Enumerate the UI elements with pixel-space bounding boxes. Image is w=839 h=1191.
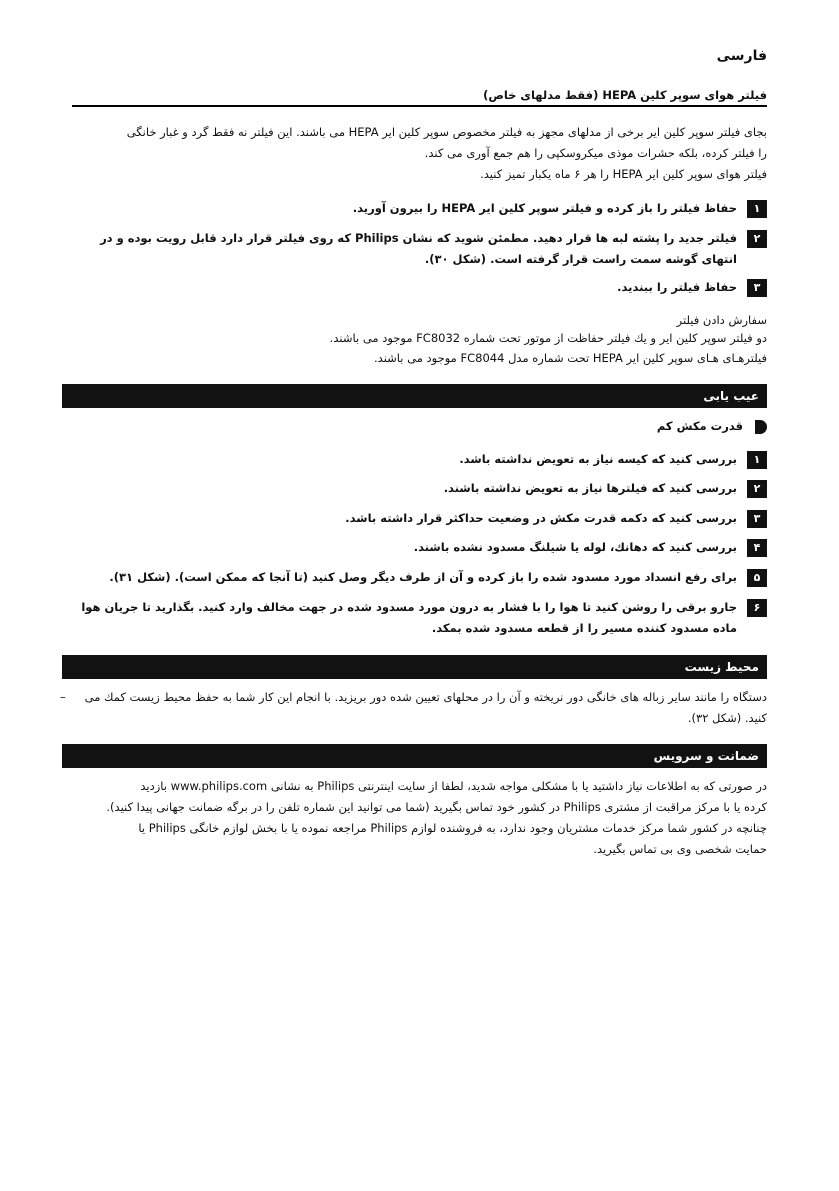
warranty-line-4: حمایت شخصی وی بی تماس بگیرید.: [593, 842, 767, 856]
troubleshooting-step: [62, 537, 767, 558]
order-title: سفارش دادن فیلتر: [676, 313, 767, 327]
problem-text: قدرت مکش کم: [656, 419, 743, 433]
hepa-step: [62, 228, 767, 270]
hepa-step: [62, 277, 767, 298]
environment-text: دستگاه را مانند سایر زباله های خانگی دور نریخته و آن را در محلهای تعیین شده دور بریزید. با انجام این کار شما به حفظ محیط زیست کمك می کنید. (شکل ۳۲).: [84, 690, 767, 725]
warranty-line-2: کرده یا با مرکز مراقبت از مشتری Philips در کشور خود تماس بگیرید (شما می توانید این شماره تلفن را در برگه ضمانت جهانی پیدا کنید).: [106, 800, 767, 814]
step-text: جارو برقی را روشن کنید تا هوا را با فشار به درون مورد مسدود شده در جهت مخالف وارد کنید. بگذارید تا جریان هوا ماده مسدود کننده مسیر را از قطعه مسدود شده بمکد.: [81, 600, 737, 635]
language-label: فارسی: [716, 48, 767, 64]
troubleshooting-step: [62, 478, 767, 499]
step-number: ۳: [747, 510, 767, 528]
hepa-intro-line-2: را فیلتر کرده، بلکه حشرات موذی میکروسکپی را هم جمع آوری می کند.: [424, 146, 767, 160]
hepa-intro-line-3: فیلتر هوای سوپر کلین ایر HEPA را هر ۶ ماه یکبار تمیز کنید.: [480, 167, 767, 181]
step-number: ۲: [747, 480, 767, 498]
troubleshooting-heading: عیب یابی: [62, 384, 767, 408]
environment-row: [60, 687, 777, 729]
step-number: ۳: [747, 279, 767, 297]
order-line-1: دو فیلتر سوپر کلین ایر و یك فیلتر حفاظت از موتور تحت شماره FC8032 موجود می باشند.: [329, 331, 767, 345]
troubleshooting-step: [62, 508, 767, 529]
step-text: حفاظ فیلتر را باز کرده و فیلتر سوپر کلین ایر HEPA را بیرون آورید.: [352, 201, 737, 215]
dash-bullet: –: [60, 690, 66, 704]
step-number: ۲: [747, 230, 767, 248]
step-text: بررسی کنید که فیلترها نیاز به تعویض نداشته باشند.: [443, 481, 737, 495]
bullet-icon: [755, 420, 767, 434]
step-text: برای رفع انسداد مورد مسدود شده را باز کرده و آن از طرف دیگر وصل کنید (تا آنجا که ممکن است). (شکل ۳۱).: [109, 570, 737, 584]
step-text: حفاظ فیلتر را ببندید.: [617, 280, 737, 294]
warranty-line-3: چنانچه در کشور شما مرکز خدمات مشتریان وجود ندارد، به فروشنده لوازم Philips مراجعه نموده یا با بخش لوازم خانگی Philips یا: [138, 821, 767, 835]
warranty-line-1: در صورتی که به اطلاعات نیاز داشتید یا با مشکلی مواجه شدید، لطفا از سایت اینترنتی Philips به نشانی www.philips.com بازدید: [140, 779, 767, 793]
troubleshooting-step: [62, 449, 767, 470]
environment-heading: محیط زیست: [62, 655, 767, 679]
problem-row: [62, 416, 767, 437]
troubleshooting-step: [62, 567, 767, 588]
step-text: بررسی کنید که دهانك، لوله یا شیلنگ مسدود نشده باشند.: [413, 540, 737, 554]
step-number: ۶: [747, 599, 767, 617]
step-text: بررسی کنید که کیسه نیاز به تعویض نداشته باشد.: [459, 452, 737, 466]
step-number: ۴: [747, 539, 767, 557]
step-number: ۱: [747, 200, 767, 218]
order-line-2: فیلترهـای هـای سوپر کلین ایر HEPA تحت شماره مدل FC8044 موجود می باشند.: [374, 351, 767, 365]
section-subtitle: فیلتر هوای سوپر کلین HEPA (فقط مدلهای خاص): [72, 88, 767, 107]
step-text: بررسی کنید که دکمه قدرت مکش در وضعیت حداکثر قرار داشته باشد.: [345, 511, 737, 525]
hepa-intro-line-1: بجای فیلتر سوپر کلین ایر برخی از مدلهای مجهز به فیلتر مخصوص سوپر کلین ایر HEPA می باشند. این فیلتر نه فقط گرد و غبار خانگی: [126, 125, 767, 139]
warranty-heading: ضمانت و سرویس: [62, 744, 767, 768]
step-number: ۱: [747, 451, 767, 469]
hepa-step: [62, 198, 767, 219]
troubleshooting-step: [62, 597, 767, 639]
step-text: فیلتر جدید را پشته لبه ها قرار دهید. مطمئن شوید که نشان Philips که روی فیلتر قرار دارد قابل رویت بوده و در انتهای گوشه سمت راست قرار گرفته است. (شکل ۳۰).: [100, 231, 737, 266]
step-number: ۵: [747, 569, 767, 587]
